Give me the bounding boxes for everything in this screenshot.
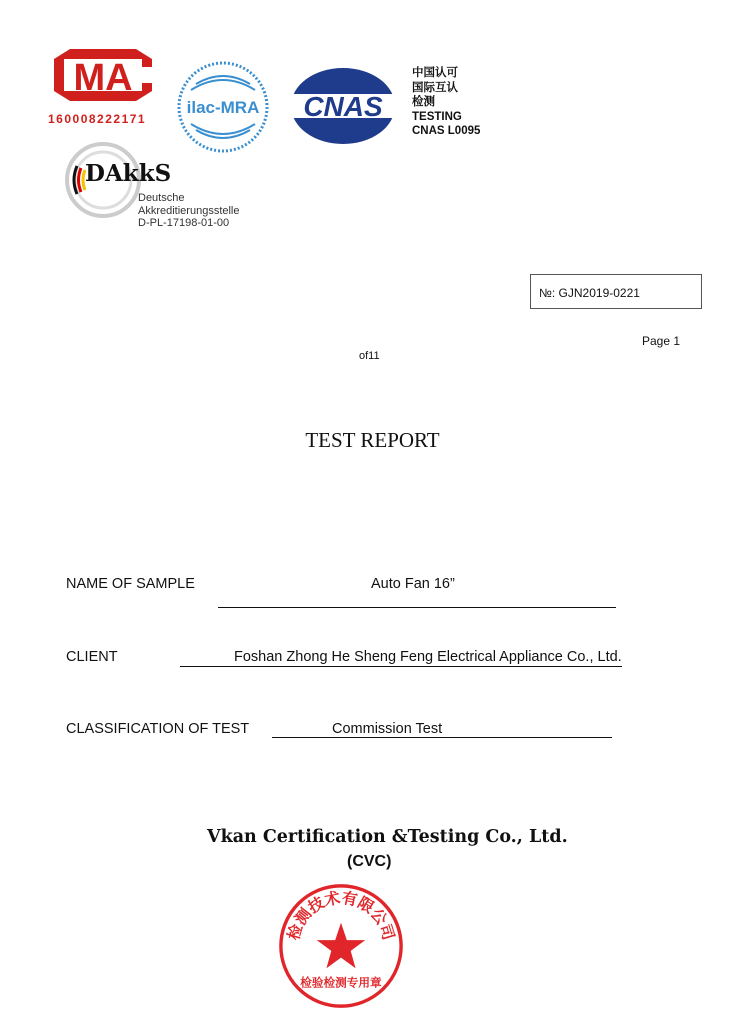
ilac-mra-logo bbox=[176, 60, 270, 154]
dakks-line: Deutsche bbox=[138, 192, 185, 204]
classification-label: CLASSIFICATION OF TEST bbox=[66, 721, 250, 737]
cnas-line: TESTING bbox=[412, 110, 462, 123]
dakks-line: Akkreditierungsstelle bbox=[138, 204, 240, 217]
classification-value: Commission Test bbox=[332, 721, 443, 737]
page-number: Page 1 bbox=[642, 334, 681, 348]
seal-bottom-text: 检验检测专用章 bbox=[300, 976, 382, 990]
page-total: of11 bbox=[359, 350, 380, 362]
cnas-line: CNAS L0095 bbox=[412, 125, 481, 137]
dakks-name: DAkkS bbox=[85, 160, 172, 187]
sample-label: NAME OF SAMPLE bbox=[66, 576, 195, 592]
sample-value: Auto Fan 16” bbox=[371, 576, 455, 592]
cma-logo bbox=[50, 45, 156, 105]
client-value: Foshan Zhong He Sheng Feng Electrical Appliance Co., Ltd. bbox=[234, 649, 622, 665]
cnas-line: 检测 bbox=[412, 96, 435, 108]
classification-underline bbox=[272, 737, 612, 738]
client-underline bbox=[180, 666, 622, 667]
dakks-subtitle bbox=[138, 192, 240, 230]
cma-number: 160008222171 bbox=[48, 112, 147, 126]
sample-underline bbox=[218, 607, 616, 608]
issuer-company: Vkan Certification &Testing Co., Ltd. bbox=[207, 827, 568, 847]
svg-text:CNAS: CNAS bbox=[303, 91, 383, 122]
cnas-line: 国际互认 bbox=[412, 81, 458, 94]
dakks-line: D-PL-17198-01-00 bbox=[138, 217, 230, 229]
svg-text:ilac-MRA: ilac-MRA bbox=[186, 98, 260, 117]
cnas-text bbox=[412, 66, 480, 139]
report-number: №: GJN2019-0221 bbox=[530, 274, 702, 309]
issuer-abbr: (CVC) bbox=[347, 853, 392, 870]
cnas-line: 中国认可 bbox=[412, 67, 458, 79]
client-label: CLIENT bbox=[66, 649, 118, 665]
seal-top-text: 检测技术有限公司 bbox=[285, 889, 397, 943]
svg-text:MA: MA bbox=[73, 57, 133, 99]
cnas-logo bbox=[288, 66, 398, 146]
report-title: TEST REPORT bbox=[305, 428, 440, 452]
company-seal bbox=[277, 882, 405, 1010]
